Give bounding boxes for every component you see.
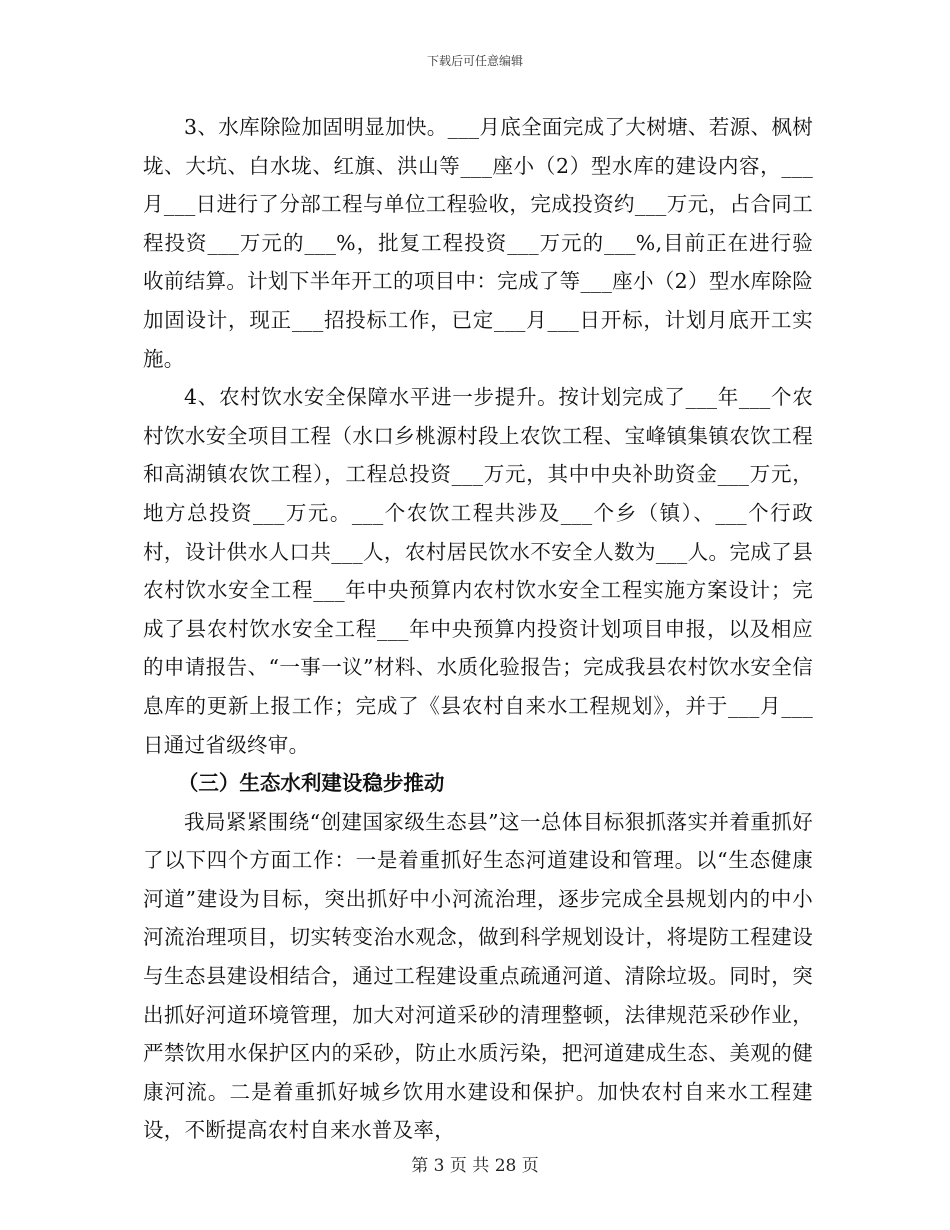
page-footer xyxy=(0,1151,950,1176)
paragraph-drinking-water: 4、农村饮水安全保障水平进一步提升。按计划完成了___年___个农村饮水安全项目工程（水口乡桃源村段上农饮工程、宝峰镇集镇农饮工程和高湖镇农饮工程），工程总投资___万元，其中中央补助资金___万元，地方总投资___万元。___个农饮工程共涉及___个乡（镇）、___个行政村，设计供水人口共___人，农村居民饮水不安全人数为___人。完成了县农村饮水安全工程___年中央预算内农村饮水安全工程实施方案设计；完成了县农村饮水安全工程___年中央预算内投资计划项目申报，以及相应的申请报告、“一事一议”材料、水质化验报告；完成我县农村饮水安全信息库的更新上报工作；完成了《县农村自来水工程规划》，并于___月___日通过省级终审。 xyxy=(143,385,813,757)
section-heading: （三）生态水利建设稳步推动 xyxy=(177,771,445,796)
page-number-label: 第 3 页 共 28 页 xyxy=(411,1156,539,1176)
paragraph-ecology: 我局紧紧围绕“创建国家级生态县”这一总体目标狠抓落实并着重抓好了以下四个方面工作：一是着重抓好生态河道建设和管理。以“生态健康河道”建设为目标，突出抓好中小河流治理，逐步完成全县规划内的中小河流治理项目，切实转变治水观念，做到科学规划设计，将堤防工程建设与生态县建设相结合，通过工程建设重点疏通河道、清除垃圾。同时，突出抓好河道环境管理，加大对河道采砂的清理整顿，法律规范采砂作业，严禁饮用水保护区内的采砂，防止水质污染，把河道建成生态、美观的健康河流。二是着重抓好城乡饮用水建设和保护。加快农村自来水工程建设，不断提高农村自来水普及率， xyxy=(143,809,813,1143)
header-text: 下载后可任意编辑 xyxy=(426,54,523,68)
document-body xyxy=(143,108,813,1150)
paragraph-reservoir: 3、水库除险加固明显加快。___月底全面完成了大树塘、若源、枫树垅、大坑、白水垅、红旗、洪山等___座小（2）型水库的建设内容，___月___日进行了分部工程与单位工程验收，完成投资约___万元，占合同工程投资___万元的___%，批复工程投资___万元的___%,目前正在进行验收前结算。计划下半年开工的项目中：完成了等___座小（2）型水库除险加固设计，现正___招投标工作，已定___月___日开标，计划月底开工实施。 xyxy=(143,115,813,371)
page-header xyxy=(0,52,950,69)
